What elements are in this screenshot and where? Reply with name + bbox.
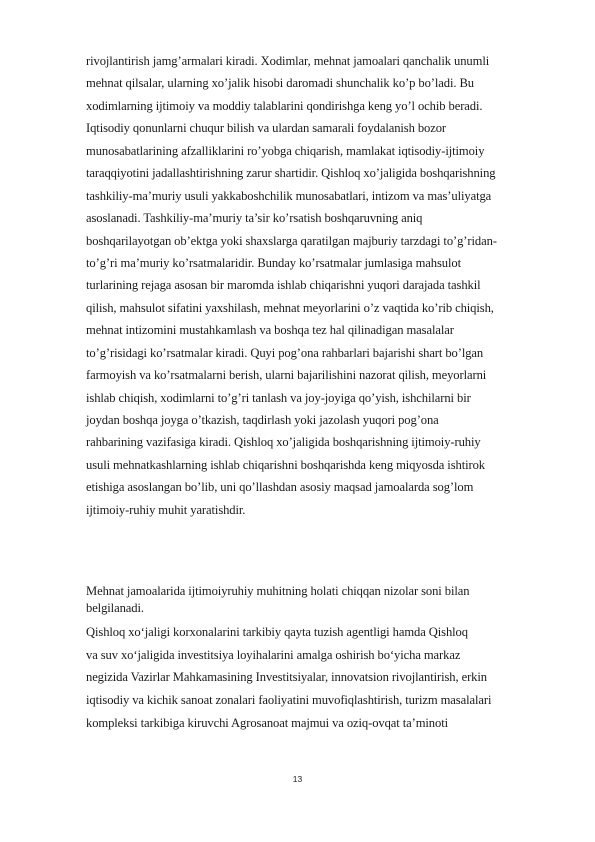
text-line: qilish, mahsulot sifatini yaxshilash, mehnat meyorlarini o’z vaqtida ko’rib chiqish, bbox=[86, 300, 494, 315]
text-line: ijtimoiy-ruhiy muhit yaratishdir. bbox=[86, 502, 246, 517]
text-line: ishlab chiqish, xodimlarni to’g’ri tanlash va joy-joyiga qo’yish, ishchilarni bir bbox=[86, 390, 471, 405]
text-line: negizida Vazirlar Mahkamasining Investitsiyalar, innovatsion rivojlantirish, erkin bbox=[86, 670, 487, 685]
text-line: rivojlantirish jamg’armalari kiradi. Xodimlar, mehnat jamoalari qanchalik unumli bbox=[86, 54, 490, 68]
text-line: Mehnat jamoalarida ijtimoiyruhiy muhitning holati chiqqan nizolar soni bilan bbox=[86, 584, 470, 598]
text-line: belgilanadi. bbox=[86, 601, 144, 615]
text-line: joydan boshqa joyga o’tkazish, taqdirlash yoki jazolash yuqori pog’ona bbox=[86, 413, 439, 427]
paragraph-agency bbox=[86, 621, 552, 734]
text-line: kompleksi tarkibiga kiruvchi Agrosanoat majmui va oziq-ovqat ta’minoti bbox=[86, 715, 448, 730]
paragraph-main bbox=[86, 50, 552, 521]
text-line: rahbarining vazifasiga kiradi. Qishloq xo’jaligida boshqarishning ijtimoiy-ruhiy bbox=[86, 435, 481, 450]
text-line: Iqtisodiy qonunlarni chuqur bilish va ulardan samarali foydalanish bozor bbox=[86, 121, 447, 136]
text-line: to’g’ri ma’muriy ko’rsatmalaridir. Bunday ko’rsatmalar jumlasiga mahsulot bbox=[86, 255, 461, 270]
page-number: 13 bbox=[292, 774, 303, 784]
text-line: asoslanadi. Tashkiliy-ma’muriy ta’sir ko’rsatish boshqaruvning aniq bbox=[86, 211, 423, 226]
text-line: Qishloq xo‘jaligi korxonalarini tarkibiy qayta tuzish agentligi hamda Qishloq bbox=[86, 625, 468, 639]
text-line: farmoyish va ko’rsatmalarni berish, ularni bajarilishini nazorat qilish, meyorlarni bbox=[86, 368, 487, 383]
text-line: iqtisodiy va kichik sanoat zonalari faoliyatini muvofiqlashtirish, turizm masalalari bbox=[86, 693, 492, 708]
text-line: va suv xo‘jaligida investitsiya loyihalarini amalga oshirish bo‘yicha markaz bbox=[86, 647, 461, 662]
text-line: tashkiliy-ma’muriy usuli yakkaboshchilik munosabatlari, intizom va mas’uliyatga bbox=[86, 188, 492, 203]
text-line: xodimlarning ijtimoiy va moddiy talablarini qondirishga keng yo’l ochib beradi. bbox=[86, 98, 483, 113]
text-line: turlarining rejaga asosan bir maromda ishlab chiqarishni yuqori darajada tashkil bbox=[86, 278, 481, 293]
text-line: mehnat qilsalar, ularning xo’jalik hisobi daromadi shunchalik ko’p bo’ladi. Bu bbox=[86, 76, 474, 91]
text-line: to’g’risidagi ko’rsatmalar kiradi. Quyi pog’ona rahbarlari bajarishi shart bo’lgan bbox=[86, 345, 484, 360]
text-line: usuli mehnatkashlarning ishlab chiqarishni boshqarishda keng miqyosda ishtirok bbox=[86, 457, 485, 472]
text-line: munosabatlarining afzalliklarini ro’yobga chiqarish, mamlakat iqtisodiy-ijtimoiy bbox=[86, 143, 485, 158]
text-line: taraqqiyotini jadallashtirishning zarur shartidir. Qishloq xo’jaligida boshqarishning bbox=[86, 166, 496, 181]
text-line: etishiga asoslangan bo’lib, uni qo’llashdan asosiy maqsad jamoalarda sog’lom bbox=[86, 480, 474, 495]
paragraph-conflicts bbox=[86, 583, 552, 617]
text-line: mehnat intizomini mustahkamlash va boshqa tez hal qilinadigan masalalar bbox=[86, 323, 454, 338]
text-line: boshqarilayotgan ob’ektga yoki shaxslarga qaratilgan majburiy tarzdagi to’g’ridan- bbox=[86, 233, 497, 248]
